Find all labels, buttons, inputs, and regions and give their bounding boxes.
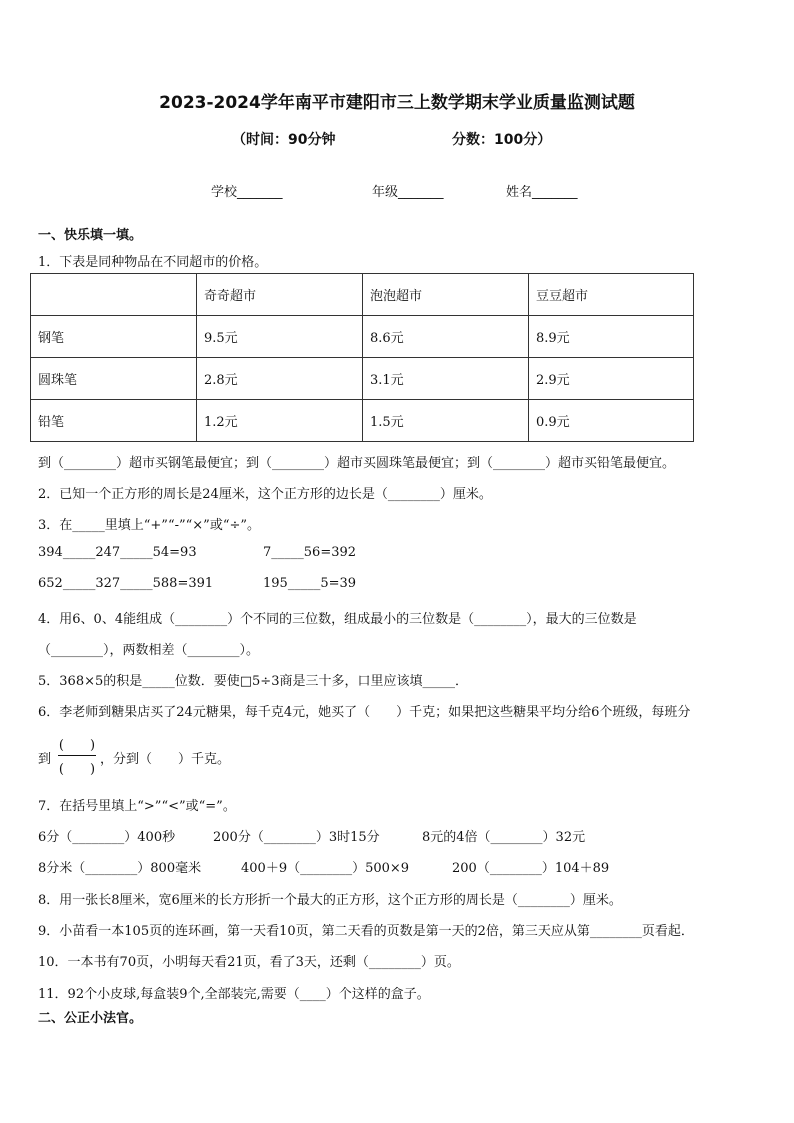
fraction-denominator: ( ) xyxy=(58,762,96,777)
equation-blank-2: 7_____56=392 xyxy=(263,545,357,560)
school-field: 学校_______ xyxy=(211,185,283,200)
compare-blank-3: 8元的4倍（________）32元 xyxy=(422,830,586,845)
section-heading-2: 二、公正小法官。 xyxy=(38,1011,143,1026)
table-cell: 2.8元 xyxy=(197,358,363,400)
grade-field: 年级_______ xyxy=(372,185,444,200)
table-cell: 钢笔 xyxy=(31,316,197,358)
table-cell: 8.6元 xyxy=(363,316,529,358)
compare-blank-4: 8分米（________）800毫米 xyxy=(38,861,202,876)
question-1-answer-line: 到（________）超市买钢笔最便宜；到（________）超市买圆珠笔最便宜；到（________）超市买铅笔最便宜。 xyxy=(38,456,676,471)
total-score: 分数：100分） xyxy=(452,132,552,148)
compare-blank-6: 200（________）104＋89 xyxy=(452,861,610,876)
table-cell: 1.2元 xyxy=(197,400,363,442)
question-1-text: 1．下表是同种物品在不同超市的价格。 xyxy=(38,255,268,270)
compare-blank-2: 200分（________）3时15分 xyxy=(213,830,380,845)
question-4-line-2: （________），两数相差（________）。 xyxy=(38,643,260,658)
question-9: 9．小苗看一本105页的连环画，第一天看10页，第二天看的页数是第一天的2倍，第三天应从第________页看起． xyxy=(38,924,694,939)
fraction-bar xyxy=(58,755,96,756)
table-header-cell xyxy=(31,274,197,316)
question-6-post: ，分到（ ）千克。 xyxy=(100,752,231,767)
section-heading-1: 一、快乐填一填。 xyxy=(38,228,143,243)
price-table xyxy=(30,273,694,442)
question-6-line-1: 6．李老师到糖果店买了24元糖果，每千克4元，她买了（ ）千克；如果把这些糖果平均分给6个班级，每班分 xyxy=(38,705,691,720)
equation-blank-4: 195_____5=39 xyxy=(263,576,357,591)
table-cell: 铅笔 xyxy=(31,400,197,442)
question-7-text: 7．在括号里填上“>”“<”或“=”。 xyxy=(38,799,236,814)
question-4-line-1: 4．用6、0、4能组成（________）个不同的三位数，组成最小的三位数是（________），最大的三位数是 xyxy=(38,612,637,627)
table-cell: 3.1元 xyxy=(363,358,529,400)
page-title: 2023-2024学年南平市建阳市三上数学期末学业质量监测试题 xyxy=(159,93,635,113)
table-cell: 2.9元 xyxy=(529,358,694,400)
table-cell: 9.5元 xyxy=(197,316,363,358)
question-11: 11．92个小皮球,每盒装9个,全部装完,需要（____）个这样的盒子。 xyxy=(38,987,430,1002)
table-cell: 0.9元 xyxy=(529,400,694,442)
table-row xyxy=(31,316,694,358)
question-6-pre: 到 xyxy=(38,752,52,767)
name-field: 姓名_______ xyxy=(506,185,578,200)
question-5: 5．368×5的积是_____位数．要使□5÷3商是三十多，口里应该填_____． xyxy=(38,674,468,689)
question-10: 10．一本书有70页，小明每天看21页，看了3天，还剩（________）页。 xyxy=(38,955,460,970)
compare-blank-1: 6分（________）400秒 xyxy=(38,830,176,845)
question-3-text: 3．在_____里填上“+”“-”“×”或“÷”。 xyxy=(38,518,261,533)
compare-blank-5: 400＋9（________）500×9 xyxy=(241,861,410,876)
equation-blank-1: 394_____247_____54=93 xyxy=(38,545,197,560)
table-row xyxy=(31,400,694,442)
table-header-cell: 豆豆超市 xyxy=(529,274,694,316)
table-cell: 圆珠笔 xyxy=(31,358,197,400)
table-header-cell: 奇奇超市 xyxy=(197,274,363,316)
time-limit: （时间：90分钟 xyxy=(232,132,336,148)
question-2: 2．已知一个正方形的周长是24厘米，这个正方形的边长是（________）厘米。 xyxy=(38,487,492,502)
fraction-blank xyxy=(56,734,98,778)
table-cell: 8.9元 xyxy=(529,316,694,358)
table-header-cell: 泡泡超市 xyxy=(363,274,529,316)
table-header-row xyxy=(31,274,694,316)
table-row xyxy=(31,358,694,400)
question-8: 8．用一张长8厘米，宽6厘米的长方形折一个最大的正方形，这个正方形的周长是（________）厘米。 xyxy=(38,893,622,908)
fraction-numerator: ( ) xyxy=(58,738,96,753)
equation-blank-3: 652_____327_____588=391 xyxy=(38,576,214,591)
table-cell: 1.5元 xyxy=(363,400,529,442)
